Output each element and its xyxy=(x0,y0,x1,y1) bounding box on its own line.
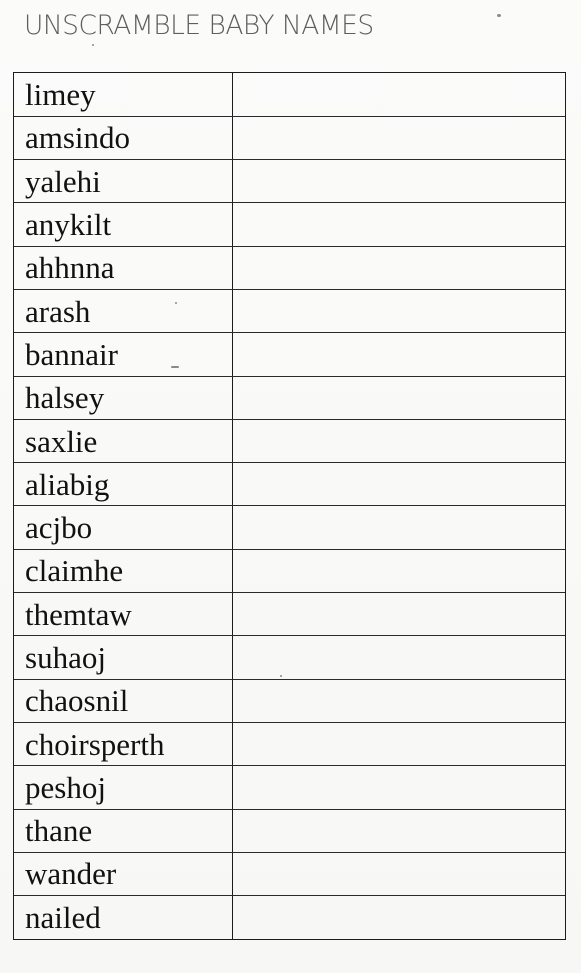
page-title: UNSCRAMBLE BABY NAMES xyxy=(24,10,374,41)
scrambled-word: bannair xyxy=(14,333,232,376)
table-row xyxy=(14,506,565,549)
table-row xyxy=(14,333,565,376)
table-row xyxy=(14,160,565,203)
scrambled-word: ahhnna xyxy=(14,246,232,289)
scrambled-word: themtaw xyxy=(14,593,232,636)
scrambled-word: arash xyxy=(14,289,232,332)
table-row xyxy=(14,809,565,852)
scrambled-word: choirsperth xyxy=(14,722,232,765)
table-row xyxy=(14,896,565,939)
answer-cell[interactable] xyxy=(232,809,565,852)
scrambled-word: wander xyxy=(14,852,232,895)
unscramble-table xyxy=(13,72,566,940)
answer-cell[interactable] xyxy=(232,376,565,419)
scrambled-word: acjbo xyxy=(14,506,232,549)
table-row xyxy=(14,246,565,289)
table-row xyxy=(14,419,565,462)
table-row xyxy=(14,73,565,116)
answer-cell[interactable] xyxy=(232,73,565,116)
scrambled-word: saxlie xyxy=(14,419,232,462)
answer-cell[interactable] xyxy=(232,549,565,592)
table-row xyxy=(14,203,565,246)
scrambled-word: anykilt xyxy=(14,203,232,246)
scan-speck xyxy=(92,44,94,46)
table-row xyxy=(14,852,565,895)
table-row xyxy=(14,679,565,722)
scrambled-word: yalehi xyxy=(14,160,232,203)
scrambled-word: claimhe xyxy=(14,549,232,592)
table-row xyxy=(14,549,565,592)
answer-cell[interactable] xyxy=(232,506,565,549)
answer-cell[interactable] xyxy=(232,636,565,679)
table-row xyxy=(14,593,565,636)
table-row xyxy=(14,636,565,679)
table-row xyxy=(14,116,565,159)
answer-cell[interactable] xyxy=(232,116,565,159)
scrambled-word: amsindo xyxy=(14,116,232,159)
names-table xyxy=(14,73,565,939)
answer-cell[interactable] xyxy=(232,246,565,289)
table-row xyxy=(14,289,565,332)
scrambled-word: suhaoj xyxy=(14,636,232,679)
answer-cell[interactable] xyxy=(232,722,565,765)
scrambled-word: limey xyxy=(14,73,232,116)
names-table-body xyxy=(14,73,565,939)
answer-cell[interactable] xyxy=(232,896,565,939)
table-row xyxy=(14,376,565,419)
table-row xyxy=(14,722,565,765)
scrambled-word: nailed xyxy=(14,896,232,939)
answer-cell[interactable] xyxy=(232,766,565,809)
answer-cell[interactable] xyxy=(232,419,565,462)
scrambled-word: chaosnil xyxy=(14,679,232,722)
answer-cell[interactable] xyxy=(232,203,565,246)
scrambled-word: halsey xyxy=(14,376,232,419)
answer-cell[interactable] xyxy=(232,463,565,506)
scrambled-word: thane xyxy=(14,809,232,852)
scrambled-word: peshoj xyxy=(14,766,232,809)
answer-cell[interactable] xyxy=(232,593,565,636)
table-row xyxy=(14,766,565,809)
table-row xyxy=(14,463,565,506)
answer-cell[interactable] xyxy=(232,160,565,203)
scan-speck xyxy=(497,14,501,17)
answer-cell[interactable] xyxy=(232,333,565,376)
answer-cell[interactable] xyxy=(232,679,565,722)
answer-cell[interactable] xyxy=(232,852,565,895)
answer-cell[interactable] xyxy=(232,289,565,332)
scrambled-word: aliabig xyxy=(14,463,232,506)
